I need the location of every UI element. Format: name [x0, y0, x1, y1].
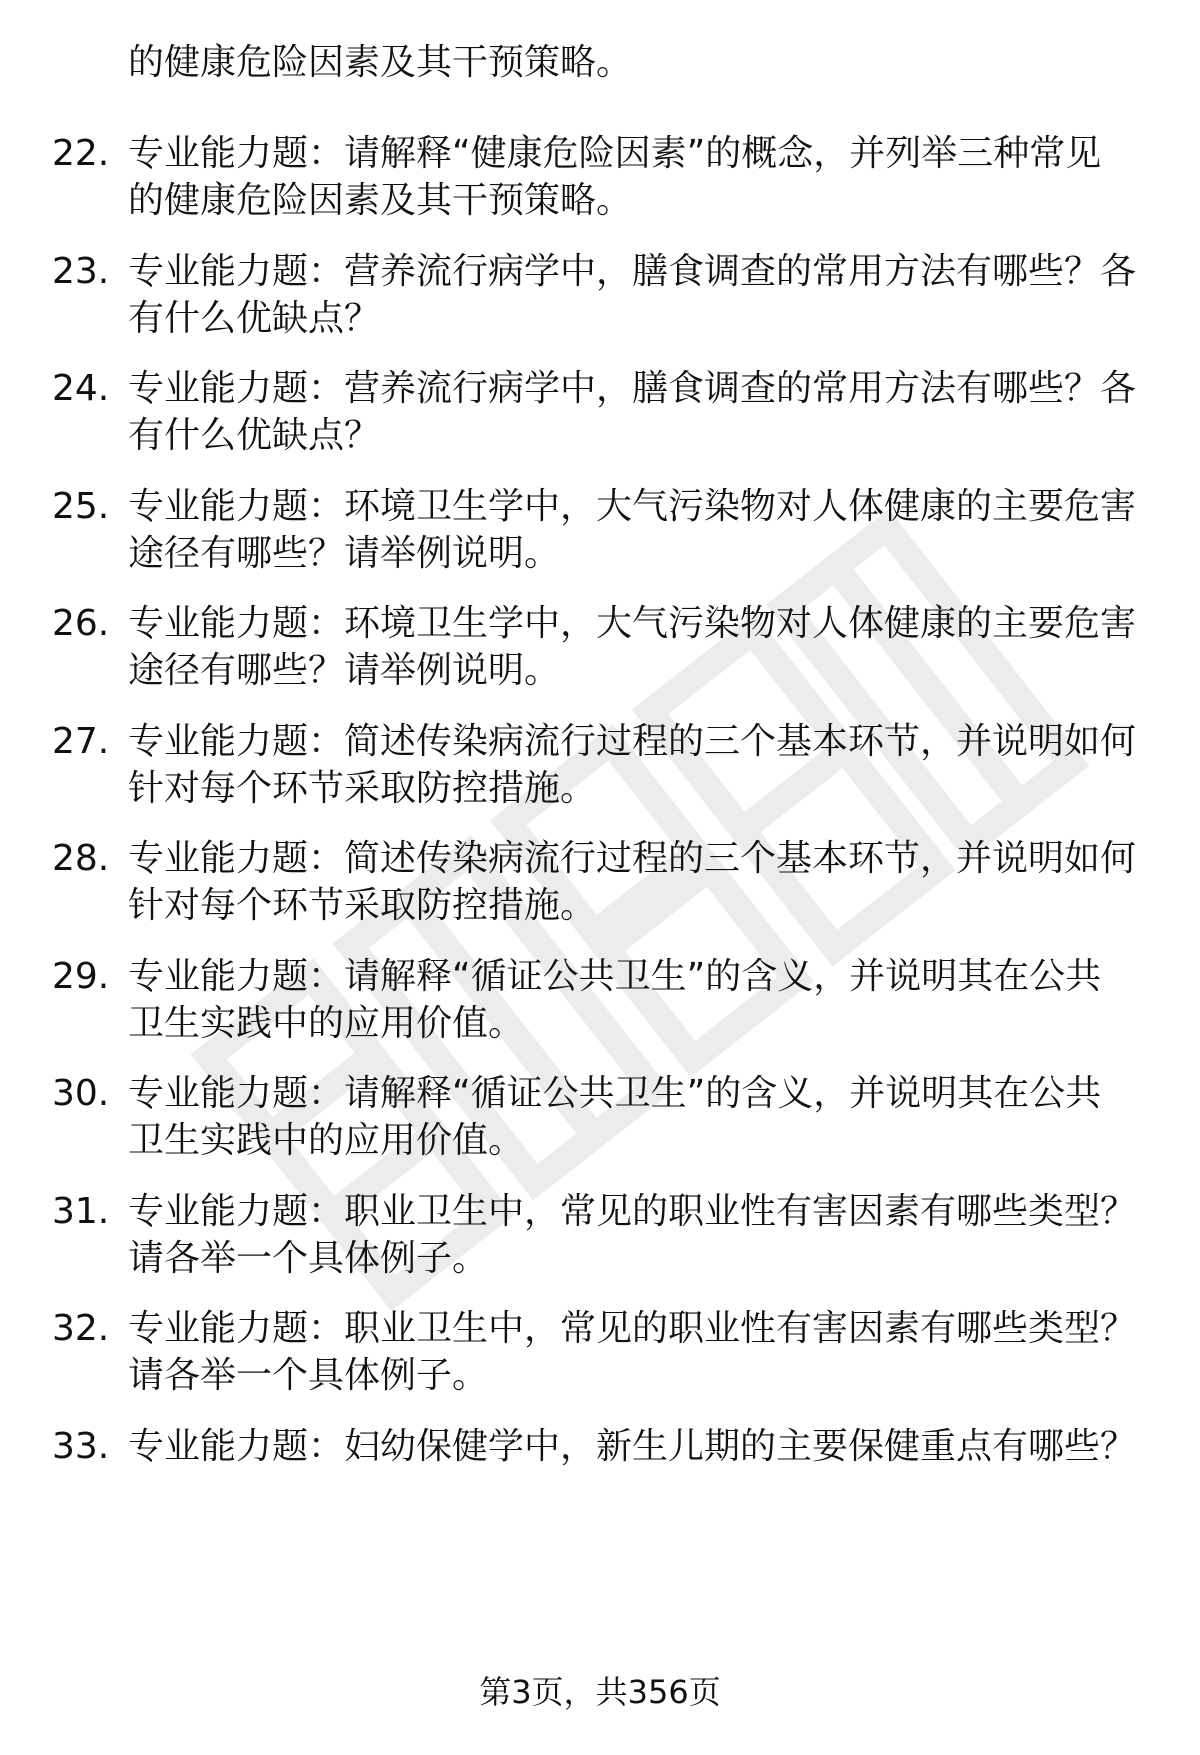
question-number: 22.	[52, 133, 110, 174]
question-text-line1: 专业能力题：请解释“健康危险因素”的概念，并列举三种常见	[128, 133, 1102, 174]
question-item	[0, 954, 1200, 1000]
question-number: 31.	[52, 1191, 110, 1232]
question-text-line2: 途径有哪些？请举例说明。	[128, 533, 561, 574]
question-number: 33.	[52, 1426, 110, 1467]
question-item	[0, 1189, 1200, 1235]
continued-text: 的健康危险因素及其干预策略。	[128, 42, 633, 83]
question-continuation	[0, 1118, 1200, 1164]
question-number: 32.	[52, 1308, 110, 1349]
question-item	[0, 1306, 1200, 1352]
question-text-line1: 专业能力题：简述传染病流行过程的三个基本环节，并说明如何	[128, 838, 1137, 879]
question-text-line1: 专业能力题：请解释“循证公共卫生”的含义，并说明其在公共	[128, 956, 1102, 997]
question-continuation	[0, 1236, 1200, 1282]
question-text-line2: 有什么优缺点？	[128, 298, 381, 339]
question-number: 28.	[52, 838, 110, 879]
question-text-line1: 专业能力题：请解释“循证公共卫生”的含义，并说明其在公共	[128, 1073, 1102, 1114]
question-number: 25.	[52, 486, 110, 527]
question-number: 27.	[52, 721, 110, 762]
question-item	[0, 1071, 1200, 1117]
question-continuation	[0, 413, 1200, 459]
question-item	[0, 719, 1200, 765]
question-text-line2: 针对每个环节采取防控措施。	[128, 768, 597, 809]
question-number: 29.	[52, 956, 110, 997]
question-continuation	[0, 1353, 1200, 1399]
question-item	[0, 601, 1200, 647]
continued-line	[0, 40, 1200, 86]
question-number: 26.	[52, 603, 110, 644]
page-footer: 第3页，共356页	[479, 1673, 721, 1711]
question-text-line2: 的健康危险因素及其干预策略。	[128, 180, 633, 221]
question-item	[0, 131, 1200, 177]
question-text-line1: 专业能力题：营养流行病学中，膳食调查的常用方法有哪些？各	[128, 251, 1137, 292]
question-text-line2: 请各举一个具体例子。	[128, 1355, 489, 1396]
question-continuation	[0, 883, 1200, 929]
question-text-line1: 专业能力题：环境卫生学中，大气污染物对人体健康的主要危害	[128, 603, 1137, 644]
question-number: 23.	[52, 251, 110, 292]
question-text-line2: 卫生实践中的应用价值。	[128, 1120, 525, 1161]
question-number: 24.	[52, 368, 110, 409]
question-text-line2: 卫生实践中的应用价值。	[128, 1003, 525, 1044]
question-text-line2: 途径有哪些？请举例说明。	[128, 650, 561, 691]
question-item	[0, 484, 1200, 530]
question-text-line1: 专业能力题：职业卫生中，常见的职业性有害因素有哪些类型？	[128, 1191, 1137, 1232]
question-number: 30.	[52, 1073, 110, 1114]
question-item	[0, 249, 1200, 295]
question-text-line2: 请各举一个具体例子。	[128, 1238, 489, 1279]
question-text-line1: 专业能力题：营养流行病学中，膳食调查的常用方法有哪些？各	[128, 368, 1137, 409]
question-text-line2: 有什么优缺点？	[128, 415, 381, 456]
question-text-line1: 专业能力题：妇幼保健学中，新生儿期的主要保健重点有哪些？	[128, 1426, 1137, 1467]
question-continuation	[0, 531, 1200, 577]
question-item	[0, 836, 1200, 882]
question-text-line1: 专业能力题：环境卫生学中，大气污染物对人体健康的主要危害	[128, 486, 1137, 527]
question-continuation	[0, 178, 1200, 224]
question-continuation	[0, 766, 1200, 812]
question-item	[0, 1424, 1200, 1470]
question-text-line2: 针对每个环节采取防控措施。	[128, 885, 597, 926]
question-item	[0, 366, 1200, 412]
question-continuation	[0, 296, 1200, 342]
question-continuation	[0, 648, 1200, 694]
question-continuation	[0, 1001, 1200, 1047]
question-text-line1: 专业能力题：简述传染病流行过程的三个基本环节，并说明如何	[128, 721, 1137, 762]
question-text-line1: 专业能力题：职业卫生中，常见的职业性有害因素有哪些类型？	[128, 1308, 1137, 1349]
